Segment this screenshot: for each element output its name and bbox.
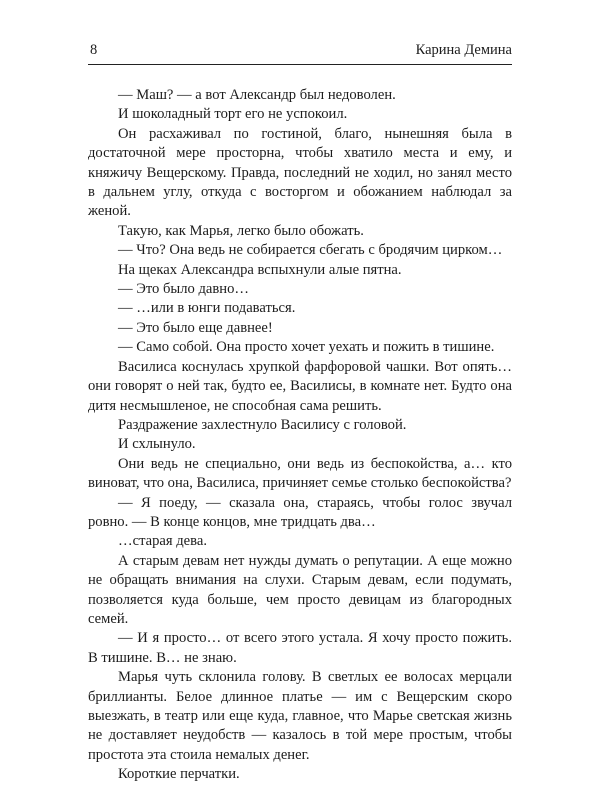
paragraph: Василиса коснулась хрупкой фарфоровой чашки. Вот опять… они говорят о ней так, будто ее, Василисы, в комнате нет. Будто она дитя несмышленое, не способная сама решить. xyxy=(88,358,512,414)
paragraph: …старая дева. xyxy=(118,533,207,550)
paragraph: — Я поеду, — сказала она, стараясь, чтобы голос звучал ровно. — В конце концов, мне тридцать два… xyxy=(88,494,512,530)
paragraph: На щеках Александра вспыхнули алые пятна. xyxy=(118,261,402,278)
paragraph: Марья чуть склонила голову. В светлых ее волосах мерцали бриллианты. Белое длинное платье — им с Вещерским скоро выезжать, в театр или еще куда, главное, что Марье светская жизнь не доставляет неудобств — казалось в той мере простым, чтобы простота эта стоила немалых денег. xyxy=(88,669,512,763)
paragraph: — Это было давно… xyxy=(118,281,249,298)
body-text xyxy=(88,86,512,785)
paragraph: Раздражение захлестнуло Василису с головой. xyxy=(118,416,407,433)
author-name: Карина Демина xyxy=(415,42,512,58)
paragraph: — Само собой. Она просто хочет уехать и пожить в тишине. xyxy=(118,339,495,356)
paragraph: И схлынуло. xyxy=(118,436,196,453)
paragraph: А старым девам нет нужды думать о репутации. А еще можно не обращать внимания на слухи. Старым девам, если подумать, позволяется куда больше, чем просто девицам из благородных семей. xyxy=(88,552,512,627)
paragraph: И шоколадный торт его не успокоил. xyxy=(118,106,348,123)
running-header xyxy=(88,40,512,62)
paragraph: Он расхаживал по гостиной, благо, нынешняя была в достаточной мере просторна, чтобы хватило места и ему, и княжичу Вещерскому. Правда, последний не ходил, но занял место в дальнем углу, откуда с восторгом и обожанием наблюдал за женой. xyxy=(88,125,512,220)
paragraph: — …или в юнги подаваться. xyxy=(118,300,296,317)
paragraph: Такую, как Марья, легко было обожать. xyxy=(118,222,364,239)
paragraph: Они ведь не специально, они ведь из беспокойства, а… кто виноват, что она, Василиса, причиняет семье столько беспокойства? xyxy=(88,455,512,492)
paragraph: — И я просто… от всего этого устала. Я хочу просто пожить. В тишине. В… не знаю. xyxy=(88,630,512,666)
header-rule xyxy=(88,64,512,65)
paragraph: — Что? Она ведь не собирается сбегать с бродячим цирком… xyxy=(118,242,503,259)
page-number: 8 xyxy=(90,42,98,58)
paragraph: — Маш? — а вот Александр был недоволен. xyxy=(118,87,396,103)
paragraph: — Это было еще давнее! xyxy=(118,319,273,336)
paragraph: Короткие перчатки. xyxy=(118,766,240,783)
book-page xyxy=(88,40,512,783)
